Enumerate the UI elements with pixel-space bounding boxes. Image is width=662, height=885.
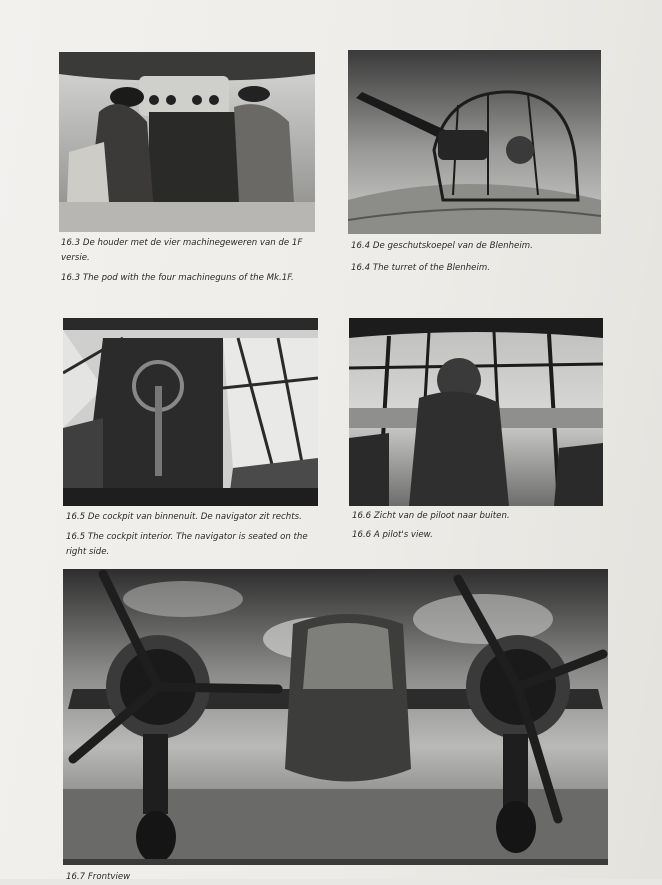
photo-turret [348, 50, 601, 234]
caption-16-7-partial: 16.7 Frontview [66, 872, 131, 882]
caption-16-5-dutch: 16.5 De cockpit van binnenuit. De navigator zit rechts. [66, 512, 302, 522]
caption-16-5-english: 16.5 The cockpit interior. The navigator is seated on the right side. [66, 532, 308, 557]
caption-16-4-english: 16.4 The turret of the Blenheim. [351, 263, 490, 273]
caption-16-6-dutch: 16.6 Zicht van de piloot naar buiten. [352, 511, 510, 521]
caption-16-4-dutch: 16.4 De geschutskoepel van de Blenheim. [351, 241, 533, 251]
photo-cockpit-interior [63, 318, 318, 506]
photo-pilot-view [349, 318, 603, 506]
caption-16-3-english: 16.3 The pod with the four machineguns of the Mk.1F. [61, 273, 294, 283]
photo-front-view [63, 569, 608, 865]
caption-16-6-english: 16.6 A pilot's view. [352, 530, 433, 540]
photo-gun-pod [59, 52, 315, 232]
caption-16-3-dutch: 16.3 De houder met de vier machinegeweren van de 1F versie. [61, 238, 303, 263]
